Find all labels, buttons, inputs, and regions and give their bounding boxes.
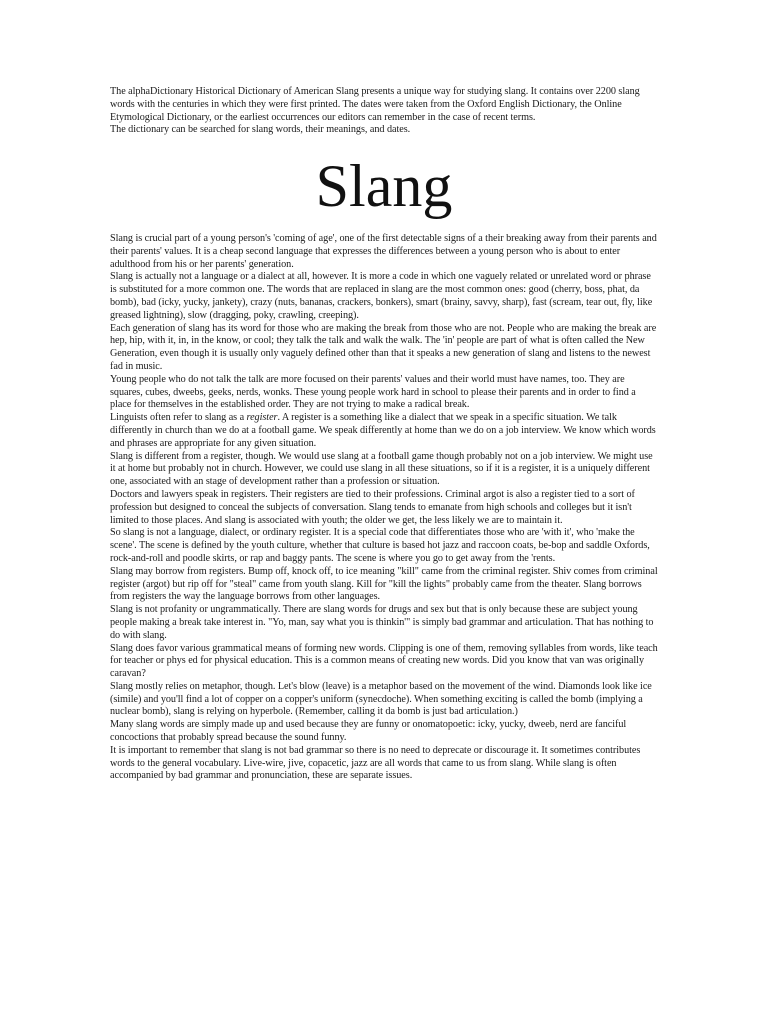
body-paragraph: Slang is different from a register, though. We would use slang at a football game though probably not on a job interview. We might use it at home but probably not in church. However, we could use slang in all these situations, so if it is a register, it is a uniquely different one, associated with an stage of development rather than a profession or situation.: [110, 450, 653, 488]
intro-section: [110, 86, 658, 137]
body-paragraph: [110, 412, 658, 450]
body-section: [110, 233, 658, 783]
body-paragraph: Slang is not profanity or ungrammatically. There are slang words for drugs and sex but that is only because these are subject young people making a break take interest in. "Yo, man, say what you is thinkin'" is simply bad grammar and articulation. That has nothing to do with slang.: [110, 604, 654, 641]
text-run: Linguists often refer to slang as a: [110, 412, 247, 424]
body-paragraph: Young people who do not talk the talk are more focused on their parents' values and their world must have names, too. They are squares, cubes, dweebs, geeks, nerds, wonks. These young people work hard in school to please their parents and in order to find a place for themselves in the established order. They are not trying to make a radical break.: [110, 373, 636, 411]
body-paragraph: So slang is not a language, dialect, or ordinary register. It is a special code that differentiates those who are 'with it', who 'make the scene'. The scene is defined by the youth culture, whether that culture is based hot jazz and raccoon coats, be-bop and saddle Oxfords, rock-and-roll and poodle skirts, or rap and baggy pants. The scene is where you go to get away from the 'rents.: [110, 527, 650, 564]
body-paragraph: Many slang words are simply made up and used because they are funny or onomatopoetic: icky, yucky, dweeb, nerd are fanciful concoctions that probably spread because the sound funny.: [110, 719, 627, 744]
body-paragraph: Doctors and lawyers speak in registers. Their registers are tied to their professions. Criminal argot is also a register tied to a sort of profession but designed to conceal the subjects of conversation. Slang tends to emanate from high schools and colleges but it isn't limited to those places. And slang is associated with youth; the older we get, the less likely we are to maintain it.: [110, 488, 635, 526]
intro-paragraph: The dictionary can be searched for slang words, their meanings, and dates.: [110, 124, 411, 136]
body-paragraph: It is important to remember that slang is not bad grammar so there is no need to deprecate or discourage it. It sometimes contributes words to the general vocabulary. Live-wire, jive, copacetic, jazz are all words that came to us from slang. While slang is often accompanied by bad grammar and pronunciation, these are separate issues.: [110, 744, 641, 782]
page-title: Slang: [315, 153, 453, 219]
body-paragraph: Slang mostly relies on metaphor, though. Let's blow (leave) is a metaphor based on the movement of the wind. Diamonds look like ice (simile) and you'll find a lot of copper on a copper's uniform (synecdoche). When something exciting is called the bomb (implying a nuclear bomb), slang is relying on hyperbole. (Remember, calling it da bomb is just bad articulation.): [110, 680, 652, 718]
body-paragraph: Slang is actually not a language or a dialect at all, however. It is more a code in which one vaguely related or unrelated word or phrase is substituted for a more common one. The words that are replaced in slang are the most common ones: good (cherry, boss, phat, da bomb), bad (icky, yucky, jankety), crazy (nuts, bananas, crackers, bonkers), smart (brainy, savvy, sharp), fast (scream, tear out, fly, like greased lightning), slow (dragging, poky, crawling, creeping).: [110, 271, 653, 321]
body-paragraph: Slang may borrow from registers. Bump off, knock off, to ice meaning "kill" came from the criminal register. Shiv comes from criminal register (argot) but rip off for "steal" came from youth slang. Kill for "kill the lights" probably came from the theater. Slang borrows from registers the way the language borrows from other languages.: [110, 565, 658, 603]
body-paragraph: Slang is crucial part of a young person's 'coming of age', one of the first detectable signs of a their breaking away from their parents and their parents' values. It is a cheap second language that expresses the differences between a young person who is about to enter adulthood from his or her parents' generation.: [110, 233, 657, 270]
emphasis-term: register: [246, 412, 278, 424]
body-paragraph: Slang does favor various grammatical means of forming new words. Clipping is one of them, removing syllables from words, like teach for teacher or phys ed for physical education. This is a common means of creating new words. Did you know that van was originally caravan?: [110, 642, 658, 680]
intro-paragraph: The alphaDictionary Historical Dictionary of American Slang presents a unique way for studying slang. It contains over 2200 slang words with the centuries in which they were first printed. The dates were taken from the Oxford English Dictionary, the Online Etymological Dictionary, or the earliest occurrences our editors can remember in the case of recent terms.: [110, 86, 640, 123]
body-paragraph: Each generation of slang has its word for those who are making the break from those who are not. People who are making the break are hep, hip, with it, in, in the know, or cool; they talk the talk and walk the walk. The 'in' people are part of what is often called the New Generation, even though it is usually only vaguely defined other than that it speaks a new generation of slang and listens to the newest fad in music.: [110, 322, 657, 372]
text-run: . A register is a something like a dialect that we speak in a specific situation. We talk differently in church than we do at a football game. We speak differently at home than we do on a job interview. We know which words and phrases are appropriate for any given situation.: [110, 412, 656, 449]
